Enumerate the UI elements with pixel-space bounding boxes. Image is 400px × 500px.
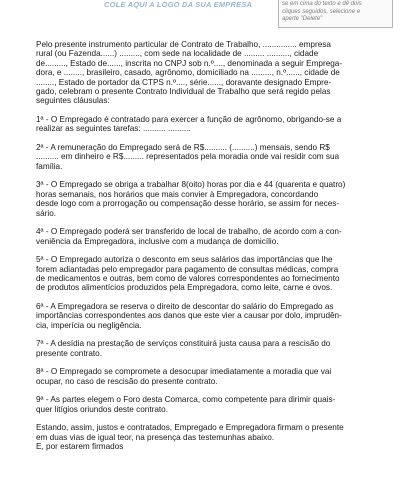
contract-clause (36, 115, 361, 134)
text-line: gado, celebram o presente Contrato Individual de Trabalho que será regido pelas (36, 87, 331, 97)
text-line: quer litígios oriundos deste contrato. (36, 404, 168, 414)
contract-clause (36, 255, 361, 293)
text-line: presente contrato. (36, 348, 102, 358)
text-line: realizar as seguintes tarefas: .......... .......... (36, 124, 191, 134)
text-line: dora, e ........, brasileiro, casado, agrônomo, domiciliado na ........., n.º......, cidade de (36, 68, 340, 78)
contract-clause (36, 143, 361, 171)
text-line: 5ª - O Empregado autoriza o desconto em seus salários das importâncias que lhe (36, 255, 333, 265)
text-line: .......... em dinheiro e R$......... representados pela moradia onde vai residir com sua (36, 152, 340, 162)
text-line: 1ª - O Empregado é contratado para exercer a função de agrônomo, obrigando-se a (36, 115, 342, 125)
text-line: cia, imperícia ou negligência. (36, 320, 142, 330)
text-line: Estando, assim, justos e contratados, Empregado e Empregadora firmam o presente (36, 423, 344, 433)
contract-clause (36, 180, 361, 218)
text-line: de produtos alimentícios produzidos pela Empregadora, como leite, carne e ovos. (36, 283, 333, 293)
text-line: 4ª - O Empregado poderá ser transferido de local de trabalho, de acordo com a con- (36, 227, 342, 237)
contract-clause (36, 302, 361, 330)
text-line: de medicamentos e outras, bem como de valores correspondentes ao fornecimento (36, 274, 340, 284)
contract-clause (36, 395, 361, 414)
text-line: sário. (36, 208, 57, 218)
text-line: 9ª - As partes elegem o Foro desta Comarca, como competente para dirimir quais- (36, 395, 336, 405)
text-line: E, por estarem firmados (36, 442, 124, 452)
text-line: Pelo presente instrumento particular de Contrato de Trabalho, ............... empresa (36, 40, 331, 49)
contract-clause (36, 339, 361, 358)
text-line: família. (36, 161, 63, 171)
text-line: ocupar, no caso de rescisão do presente contrato. (36, 376, 218, 386)
text-line: importâncias correspondentes aos danos que este vier a causar por dolo, imprudên- (36, 311, 342, 321)
page-header (0, 0, 400, 40)
text-line: forem adiantadas pelo empregador para pagamento de consultas médicas, compra (36, 264, 339, 274)
text-line: em duas vias de igual teor, na presença das testemunhas abaixo. (36, 432, 275, 442)
contract-intro (36, 40, 361, 106)
contract-body (36, 40, 361, 452)
note-line: aperte "Delete" (282, 16, 323, 23)
contract-closing (36, 423, 361, 451)
text-line: 2ª - A remuneração do Empregado será de R$.......... (..........) mensais, sendo R$ (36, 143, 330, 153)
contract-clause (36, 227, 361, 246)
text-line: veniência da Empregadora, inclusive com a mudança de domicílio. (36, 236, 279, 246)
logo-placeholder[interactable]: COLE AQUI A LOGO DA SUA EMPRESA (104, 0, 253, 9)
note-line: se em cima do texto e dê dois (282, 1, 362, 7)
text-line: de........., Estado de......, inscrita no CNPJ sob n.º...., denominada a seguir Emprega- (36, 58, 343, 68)
text-line: 8ª - O Empregado se compromete a desocupar imediatamente a moradia que vai (36, 367, 332, 377)
text-line: seguintes cláusulas: (36, 96, 110, 106)
text-line: 6ª - A Empregadora se reserva o direito de descontar do salário do Empregado as (36, 302, 334, 312)
instruction-note (278, 0, 393, 28)
text-line: 3ª - O Empregado se obriga a trabalhar 8(oito) horas por dia e 44 (quarenta e quatro) (36, 180, 346, 190)
text-line: desde logo com a prorrogação ou compensação desse horário, se assim for neces- (36, 199, 340, 209)
contract-clause (36, 367, 361, 386)
text-line: 7ª - A desídia na prestação de serviços constituirá justa causa para a rescisão do (36, 339, 331, 349)
text-line: ........, Estado de portador da CTPS n.º...., série......, doravante designado Empre- (36, 77, 332, 87)
note-line: cliques seguidos, selecione e (282, 8, 361, 15)
text-line: horas semanais, nos horários que mais convier à Empregadora, concordando (36, 189, 319, 199)
text-line: rural (ou Fazenda......) ........., com sede na localidade de ......... .........., cidade (36, 49, 319, 59)
